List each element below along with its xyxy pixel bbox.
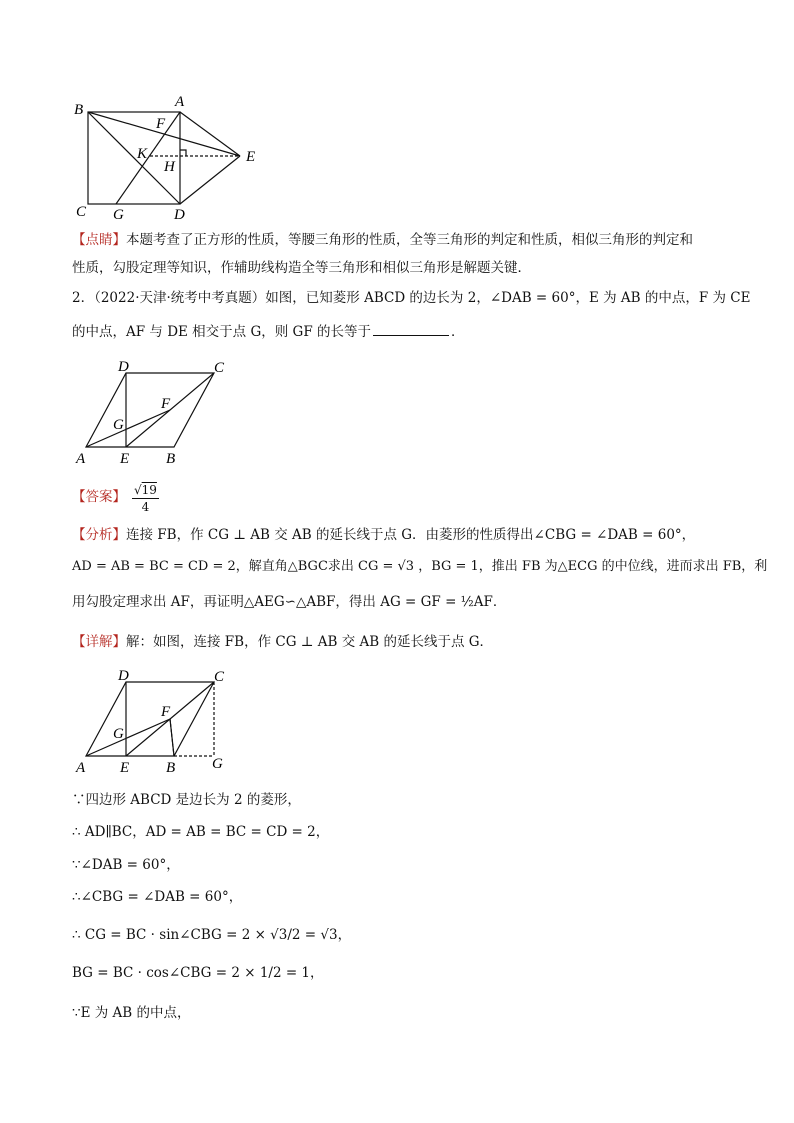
fig2-label-D: D — [118, 359, 129, 375]
answer-row — [72, 487, 126, 507]
analysis-line-2: AD = AB = BC = CD = 2，解直角△BGC求出 CG = √3 ，BG = 1，推出 FB 为△ECG 的中位线，进而求出 FB，利 — [72, 559, 768, 574]
step-4: ∴∠CBG = ∠DAB = 60°， — [72, 889, 243, 905]
fig1-label-E: E — [246, 149, 256, 165]
fig1-label-D: D — [174, 207, 185, 222]
fig2-label-B: B — [166, 451, 176, 467]
fig3-label-G: G — [113, 726, 124, 742]
fig1-label-A: A — [175, 94, 185, 110]
figure-rhombus-diagram — [70, 355, 250, 470]
answer-fraction: √19 4 — [134, 483, 157, 514]
fig3-label-E: E — [120, 760, 130, 776]
detail-line: 【详解】解：如图，连接 FB，作 CG ⊥ AB 交 AB 的延长线于点 G． — [72, 634, 494, 650]
fig3-label-C: C — [214, 669, 225, 685]
problem-line-1: 2．（2022·天津·统考中考真题）如图，已知菱形 ABCD 的边长为 2，∠DAB = 60°，E 为 AB 的中点，F 为 CE — [72, 290, 751, 306]
fig1-label-G: G — [113, 207, 124, 222]
fig2-label-E: E — [120, 451, 130, 467]
step-1: ∵四边形 ABCD 是边长为 2 的菱形， — [72, 792, 301, 808]
analysis-tag: 【分析】 — [72, 527, 126, 543]
detail-tag: 【详解】 — [72, 634, 126, 650]
fig1-label-F: F — [156, 116, 166, 132]
fig3-label-F: F — [161, 704, 171, 720]
figure-rhombus-extended-diagram — [70, 662, 240, 777]
analysis-line-3: 用勾股定理求出 AF，再证明△AEG∽△ABF，得出 AG = GF = ½AF． — [72, 594, 507, 610]
fig1-label-B: B — [74, 102, 84, 118]
answer-blank — [373, 321, 449, 336]
figure-square-diagram — [66, 90, 276, 222]
fig2-label-C: C — [214, 360, 225, 376]
fig3-label-B: B — [166, 760, 176, 776]
answer-denominator: 4 — [141, 500, 150, 514]
fig2-label-A: A — [76, 451, 86, 467]
fig3-label-D: D — [118, 668, 129, 684]
answer-sqrt-arg: 19 — [141, 483, 157, 497]
fig3-label-A: A — [76, 760, 86, 776]
problem-line-2: 的中点，AF 与 DE 相交于点 G，则 GF 的长等于 ． — [72, 321, 464, 342]
analysis-line-1: 【分析】连接 FB，作 CG ⊥ AB 交 AB 的延长线于点 G．由菱形的性质得出∠CBG = ∠DAB = 60°， — [72, 527, 696, 543]
fig2-label-G: G — [113, 417, 124, 433]
fig1-label-H: H — [164, 159, 175, 175]
step-3: ∵∠DAB = 60°， — [72, 857, 180, 873]
comment-tag: 【点睛】 — [72, 232, 126, 248]
fig1-label-C: C — [76, 204, 87, 220]
fig1-label-K: K — [137, 146, 148, 162]
step-6: BG = BC · cos∠CBG = 2 × 1/2 = 1， — [72, 965, 324, 981]
answer-tag: 【答案】 — [72, 489, 126, 505]
comment-line-1: 【点睛】本题考查了正方形的性质，等腰三角形的性质，全等三角形的判定和性质，相似三角形的判定和 — [72, 232, 693, 248]
fig2-label-F: F — [161, 396, 171, 412]
comment-line-2: 性质，勾股定理等知识，作辅助线构造全等三角形和相似三角形是解题关键． — [72, 260, 531, 276]
fig3-label-G-ext: G — [212, 756, 223, 772]
step-2: ∴ AD∥BC，AD = AB = BC = CD = 2， — [72, 824, 330, 840]
step-5: ∴ CG = BC · sin∠CBG = 2 × √3/2 = √3， — [72, 927, 352, 943]
step-7: ∵E 为 AB 的中点， — [72, 1005, 191, 1021]
